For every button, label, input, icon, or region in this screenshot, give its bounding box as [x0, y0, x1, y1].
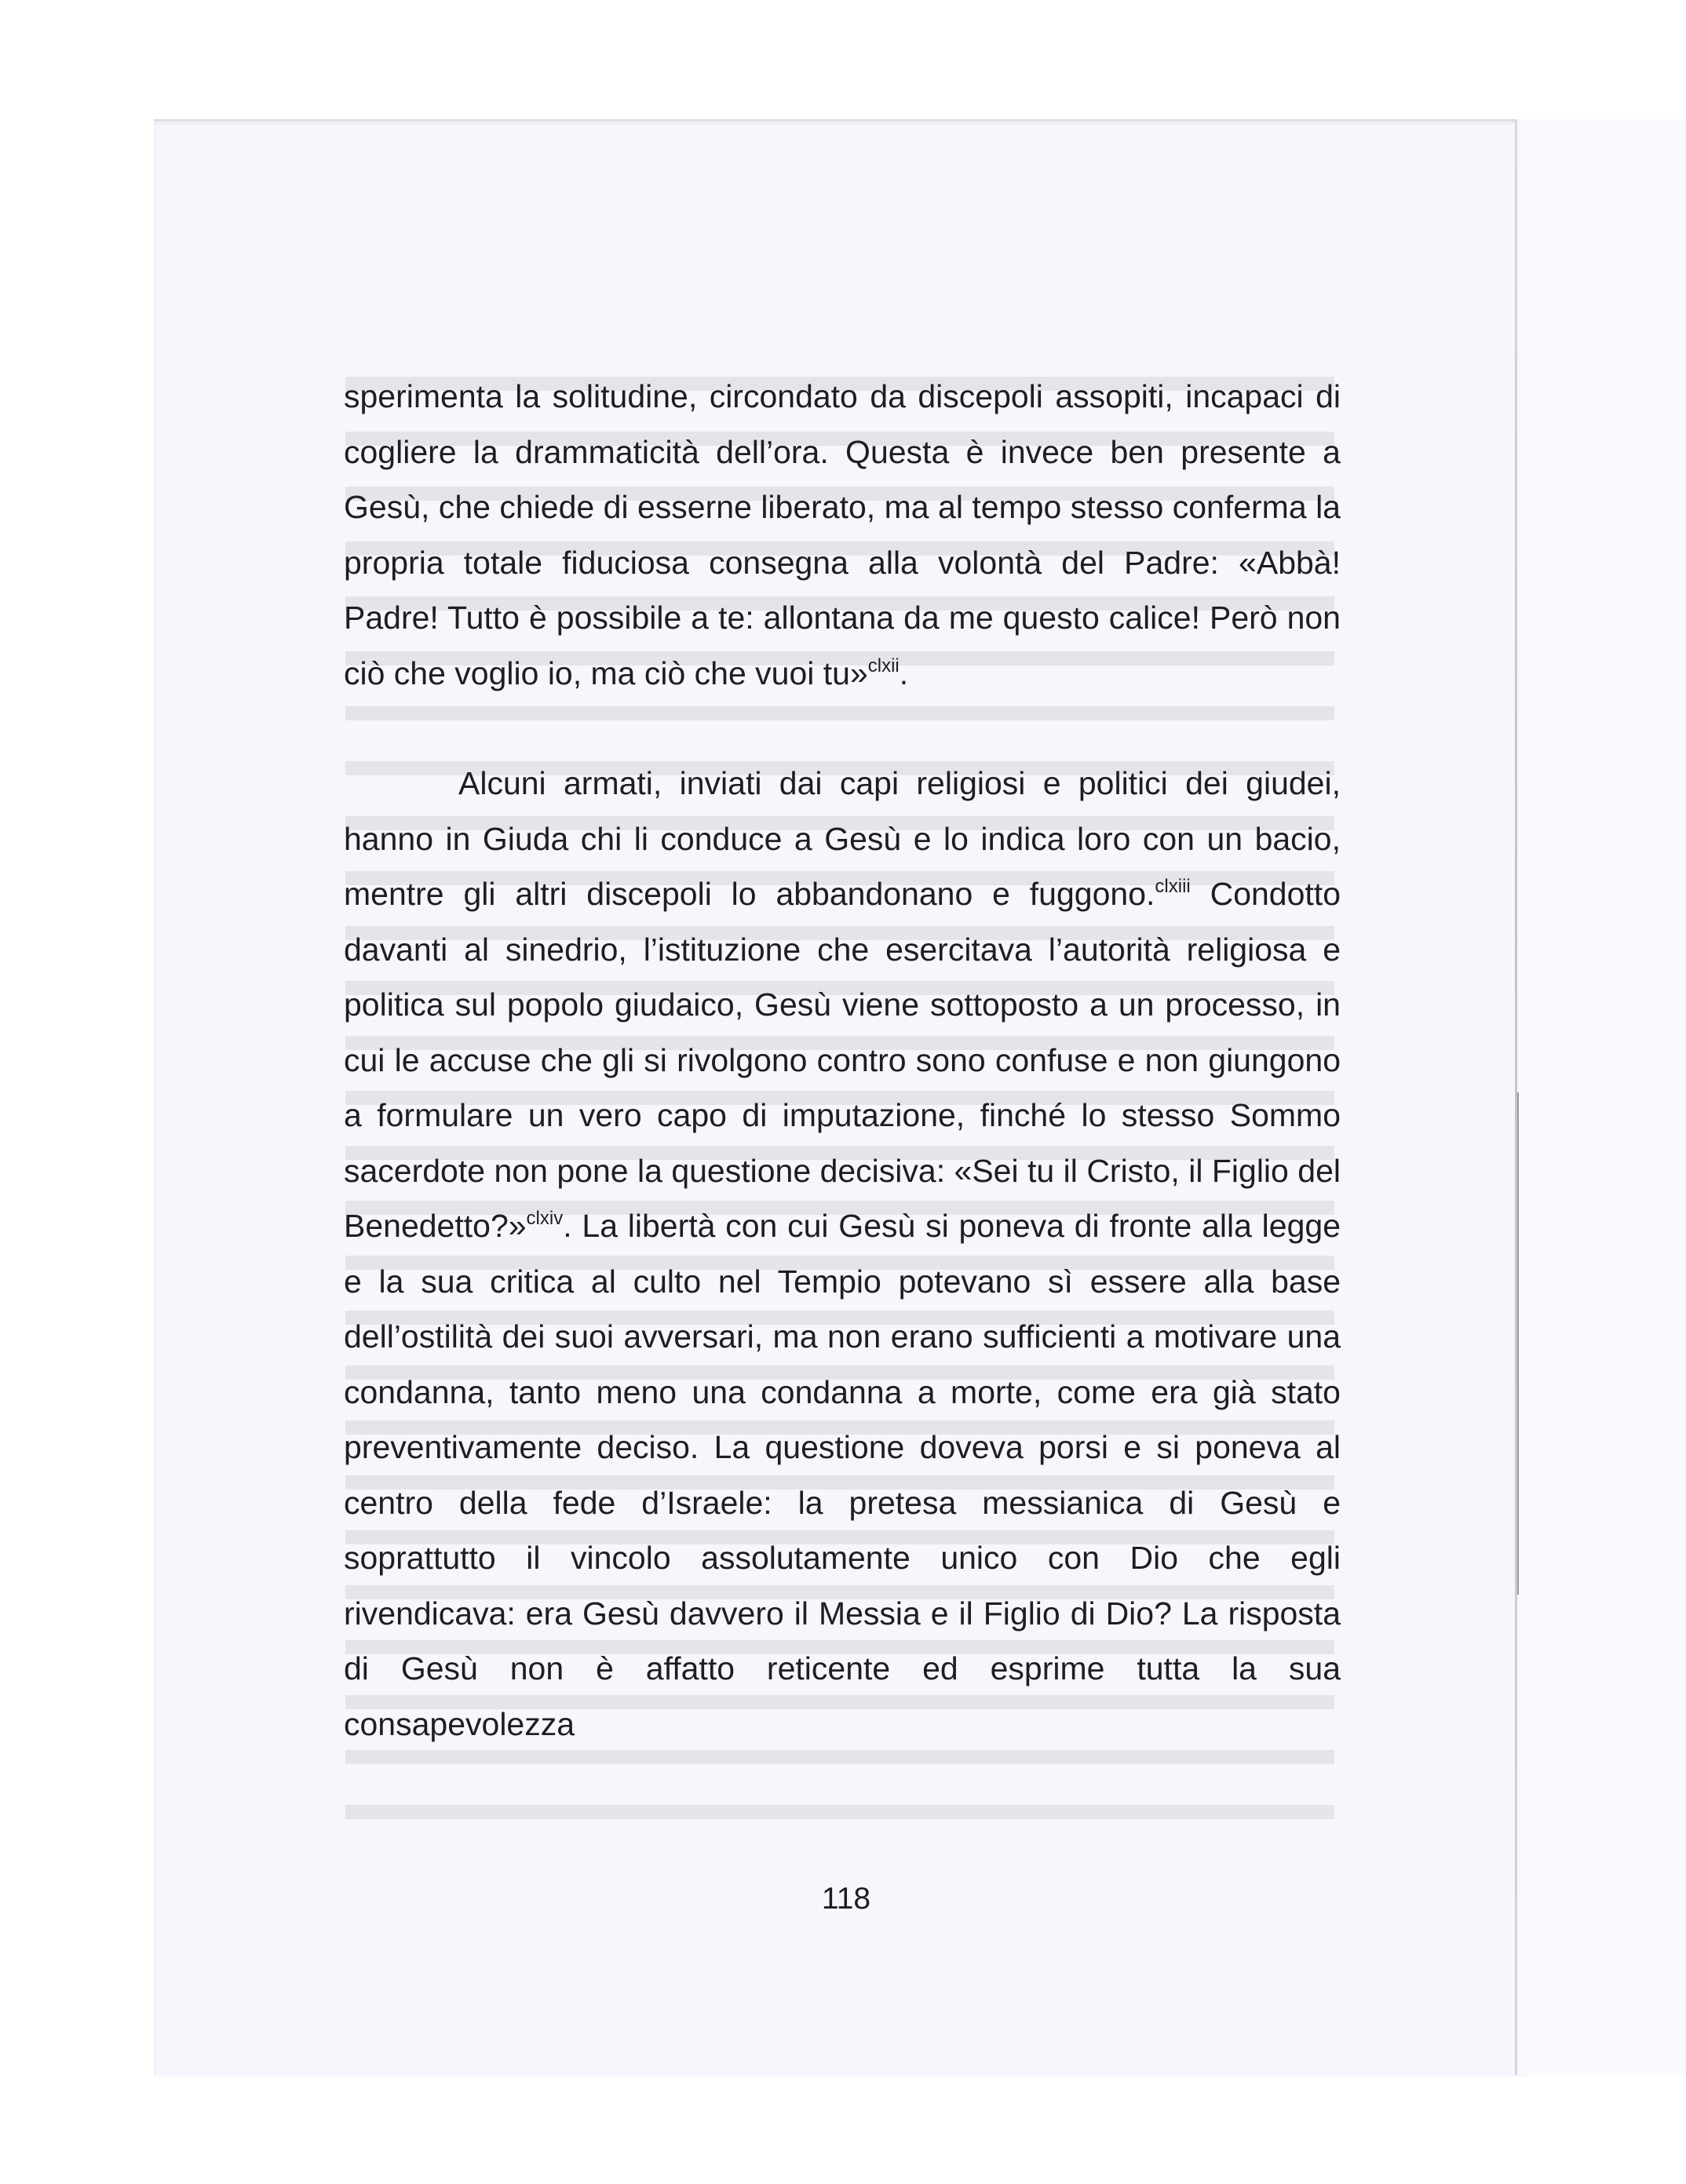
paragraph-text: sperimenta la solitudine, circondato da discepoli assopiti, incapaci di cogliere la drammaticità dell’ora. Questa è invece ben presente a Gesù, che chiede di esserne liberato, ma al tempo stesso conferma la propria totale fiduciosa consegna alla volontà del Padre: «Abbà! Padre! Tutto è possibile a te: allontana da me questo calice! Però non ciò che voglio io, ma ciò che vuoi tu» [344, 378, 1341, 691]
footnote-marker: clxii [867, 654, 900, 676]
paragraph-text: Alcuni armati, inviati dai capi religiosi e politici dei giudei, hanno in Giuda chi li conduce a Gesù e lo indica loro con un bacio, mentre gli altri discepoli lo abbandonano e fuggono. [344, 765, 1341, 912]
paragraph-1 [344, 369, 1341, 701]
paragraph-text: Condotto davanti al sinedrio, l’istituzione che esercitava l’autorità religiosa e politica sul popolo giudaico, Gesù viene sottoposto a un processo, in cui le accuse che gli si rivolgono contro sono confuse e non giungono a formulare un vero capo di imputazione, finché lo stesso Sommo sacerdote non pone la questione decisiva: «Sei tu il Cristo, il Figlio del Benedetto?» [344, 876, 1341, 1244]
facing-page-edge [1515, 119, 1686, 2075]
paragraph-text: . La libertà con cui Gesù si poneva di fronte alla legge e la sua critica al culto nel Tempio potevano sì essere alla base dell’ostilità dei suoi avversari, ma non erano sufficienti a motivare una condanna, tanto meno una condanna a morte, come era già stato preventivamente deciso. La questione doveva porsi e si poneva al centro della fede d’Israele: la pretesa messianica di Gesù e soprattutto il vincolo assolutamente unico con Dio che egli rivendicava: era Gesù davvero il Messia e il Figlio di Dio? La risposta di Gesù non è affatto reticente ed esprime tutta la sua consapevolezza [344, 1208, 1341, 1742]
footnote-marker: clxiv [526, 1208, 564, 1229]
paragraph-text: . [899, 654, 909, 691]
footnote-marker: clxiii [1155, 876, 1191, 897]
body-text [344, 369, 1341, 1752]
paragraph-2 [344, 756, 1341, 1752]
page-number: 118 [821, 1882, 871, 1916]
